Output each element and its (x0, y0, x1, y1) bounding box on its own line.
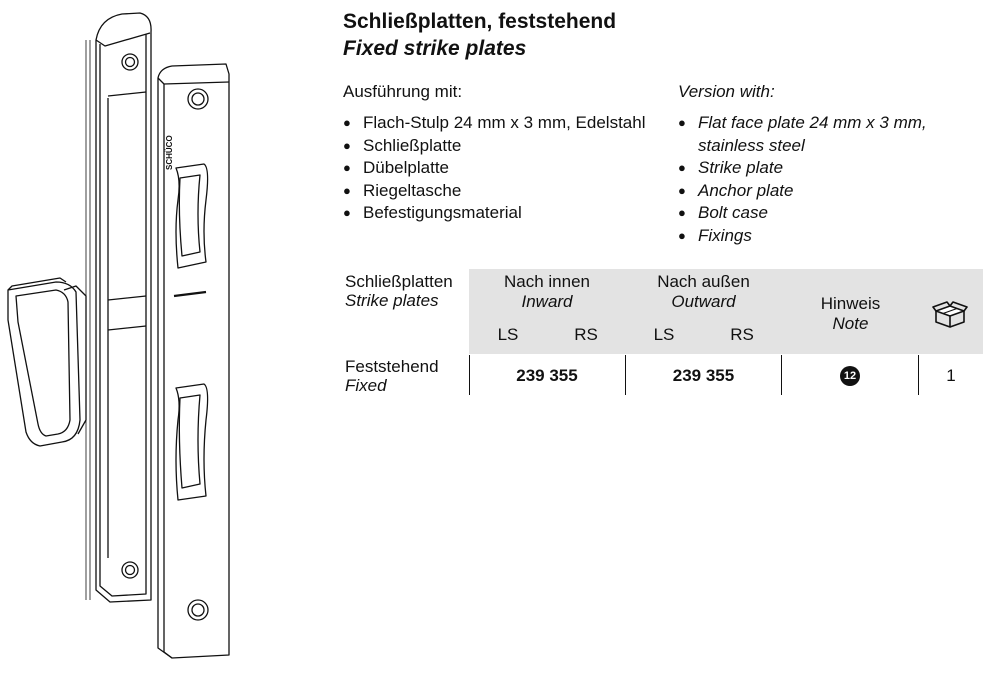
page-title-de: Schließplatten, feststehend (343, 10, 617, 33)
feature-item: ● Befestigungsmaterial (343, 202, 663, 225)
package-box-icon (932, 301, 968, 329)
feature-item: ● Anchor plate (678, 180, 988, 203)
feature-item: ● Fixings (678, 225, 988, 248)
feature-list-de (343, 112, 663, 225)
note-number-badge: 12 (840, 366, 860, 386)
table-row-label: Feststehend Fixed (345, 357, 439, 395)
brand-mark: SCHÜCO (165, 135, 174, 170)
version-heading-de: Ausführung mit: (343, 82, 463, 101)
table-header-rs: RS (574, 325, 598, 344)
page-title-en: Fixed strike plates (343, 37, 527, 60)
article-number-outward: 239 355 (672, 366, 735, 385)
feature-item: ● Dübelplatte (343, 157, 663, 180)
feature-item: ● Flat face plate 24 mm x 3 mm, stainless steel (678, 112, 988, 157)
table-header-rs: RS (730, 325, 754, 344)
table-header-ls: LS (497, 325, 519, 344)
version-heading-en: Version with: (678, 82, 775, 101)
article-number-inward: 239 355 (516, 366, 578, 385)
table-header-note: Hinweis Note (820, 294, 881, 333)
table-header-strike-plates: Schließplatten Strike plates (345, 272, 453, 310)
feature-list-en (678, 112, 988, 248)
feature-item: ● Bolt case (678, 202, 988, 225)
table-header-ls: LS (653, 325, 675, 344)
strike-plate-illustration (0, 0, 330, 676)
feature-item: ● Schließplatte (343, 135, 663, 158)
table-header-inward: Nach innen Inward (503, 272, 590, 311)
pack-quantity: 1 (946, 366, 956, 385)
feature-item: ● Flach-Stulp 24 mm x 3 mm, Edelstahl (343, 112, 663, 135)
feature-item: ● Strike plate (678, 157, 988, 180)
table-header-outward: Nach außen Outward (657, 272, 750, 311)
feature-item: ● Riegeltasche (343, 180, 663, 203)
